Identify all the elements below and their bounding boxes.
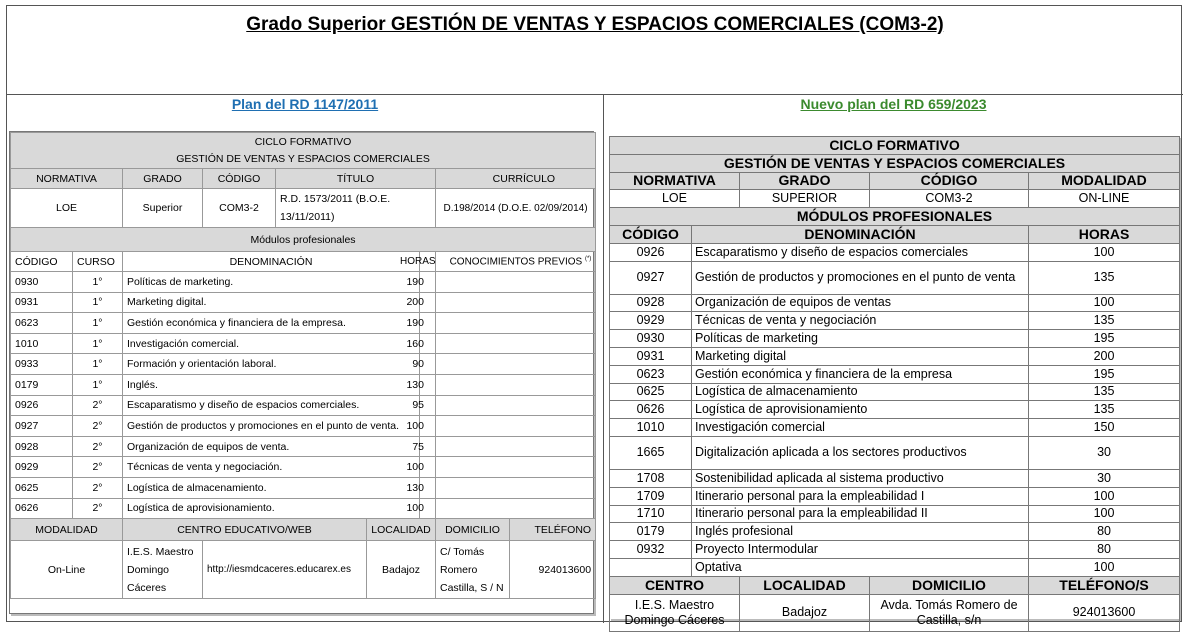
table-row — [11, 498, 596, 519]
module-name: Gestión económica y financiera de la empresa — [692, 365, 1029, 383]
module-code: 0929 — [610, 312, 692, 330]
col-grado: GRADO — [123, 169, 203, 189]
cf-label: CICLO FORMATIVO — [610, 137, 1180, 155]
module-course: 2° — [73, 416, 123, 437]
module-code: 1010 — [610, 419, 692, 437]
module-hours: 90 — [412, 358, 424, 371]
module-course: 2° — [73, 457, 123, 478]
module-name: Itinerario personal para la empleabilidad II — [692, 505, 1029, 523]
module-name: Inglés profesional — [692, 523, 1029, 541]
module-code: 0928 — [11, 436, 73, 457]
mod-col-conocimientos — [400, 252, 596, 272]
module-name: Optativa — [692, 558, 1029, 576]
module-course: 1° — [73, 272, 123, 293]
center-localidad: Badajoz — [367, 541, 436, 599]
module-prev — [406, 374, 596, 395]
module-name: Técnicas de venta y negociación. — [123, 457, 420, 478]
module-code: 0927 — [11, 416, 73, 437]
info-grado: SUPERIOR — [740, 190, 870, 208]
module-hours: 190 — [406, 316, 424, 329]
module-name: Gestión de productos y promociones en el punto de venta. — [123, 416, 420, 437]
module-hours: 100 — [1029, 294, 1180, 312]
info-titulo: R.D. 1573/2011 (B.O.E. 13/11/2011) — [276, 189, 436, 228]
table-row — [610, 401, 1180, 419]
module-name: Técnicas de venta y negociación — [692, 312, 1029, 330]
module-hours: 100 — [406, 419, 424, 432]
table-row — [11, 477, 596, 498]
table-row — [610, 505, 1180, 523]
module-code: 0926 — [11, 395, 73, 416]
table-row — [610, 243, 1180, 261]
table-row — [610, 312, 1180, 330]
col-normativa: NORMATIVA — [11, 169, 123, 189]
table-row — [610, 294, 1180, 312]
table-row — [610, 419, 1180, 437]
module-hours: 190 — [406, 275, 424, 288]
module-course: 2° — [73, 477, 123, 498]
module-name: Gestión de productos y promociones en el punto de venta — [692, 261, 1029, 294]
module-name: Logística de aprovisionamiento. — [123, 498, 420, 519]
module-code: 0626 — [11, 498, 73, 519]
module-code: 0929 — [11, 457, 73, 478]
module-name: Organización de equipos de venta. — [123, 436, 420, 457]
center-domicilio: Avda. Tomás Romero de Castilla, s/n — [870, 594, 1029, 631]
module-code: 0927 — [610, 261, 692, 294]
col-codigo: CÓDIGO — [870, 172, 1029, 190]
info-codigo: COM3-2 — [203, 189, 276, 228]
module-hours: 100 — [406, 461, 424, 474]
module-hours: 195 — [1029, 330, 1180, 348]
module-hours: 200 — [406, 296, 424, 309]
table-row — [11, 395, 596, 416]
center-telefono: 924013600 — [1029, 594, 1180, 631]
module-name: Logística de almacenamiento — [692, 383, 1029, 401]
module-hours: 200 — [1029, 347, 1180, 365]
mod-col-codigo: CÓDIGO — [11, 252, 73, 272]
modulos-label: Módulos profesionales — [11, 228, 596, 252]
table-row — [610, 330, 1180, 348]
module-code: 0623 — [11, 313, 73, 334]
module-hours: 135 — [1029, 312, 1180, 330]
module-hours: 100 — [1029, 505, 1180, 523]
module-course: 2° — [73, 395, 123, 416]
table-row — [11, 457, 596, 478]
mod-col-denominacion: DENOMINACIÓN — [123, 252, 420, 272]
module-code: 0179 — [610, 523, 692, 541]
table-row — [610, 523, 1180, 541]
module-hours: 30 — [1029, 436, 1180, 469]
module-prev — [412, 354, 596, 375]
cf-title: GESTIÓN DE VENTAS Y ESPACIOS COMERCIALES — [610, 154, 1180, 172]
table-row — [610, 261, 1180, 294]
module-hours: 75 — [412, 440, 424, 453]
module-prev — [406, 457, 596, 478]
cf-header — [11, 133, 596, 169]
cf-title: GESTIÓN DE VENTAS Y ESPACIOS COMERCIALES — [176, 152, 430, 165]
module-hours: 130 — [406, 481, 424, 494]
module-code: 1665 — [610, 436, 692, 469]
module-code: 1710 — [610, 505, 692, 523]
module-code: 1708 — [610, 469, 692, 487]
module-name: Políticas de marketing — [692, 330, 1029, 348]
col-telefono: TELÉFONO/S — [1029, 576, 1180, 594]
table-row — [610, 469, 1180, 487]
module-name: Formación y orientación laboral. — [123, 354, 420, 375]
col-modalidad: MODALIDAD — [11, 519, 123, 541]
module-hours: 100 — [1029, 558, 1180, 576]
info-codigo: COM3-2 — [870, 190, 1029, 208]
table-row — [11, 272, 596, 293]
module-code: 0930 — [610, 330, 692, 348]
cf-label: CICLO FORMATIVO — [254, 135, 352, 148]
module-code: 0179 — [11, 374, 73, 395]
center-localidad: Badajoz — [740, 594, 870, 631]
module-code: 0926 — [610, 243, 692, 261]
module-course: 2° — [73, 498, 123, 519]
col-domicilio: DOMICILIO — [436, 519, 510, 541]
modulos-label: MÓDULOS PROFESIONALES — [610, 208, 1180, 226]
module-name: Marketing digital — [692, 347, 1029, 365]
module-prev — [406, 292, 596, 313]
module-course: 1° — [73, 292, 123, 313]
table-row — [610, 347, 1180, 365]
module-code: 1010 — [11, 333, 73, 354]
conocimientos-label: CONOCIMIENTOS PREVIOS — [449, 256, 583, 268]
module-code: 0931 — [11, 292, 73, 313]
table-row — [11, 313, 596, 334]
table-row — [11, 333, 596, 354]
module-hours: 100 — [1029, 487, 1180, 505]
module-hours: 130 — [406, 378, 424, 391]
center-name: I.E.S. Maestro Domingo Cáceres — [610, 594, 740, 631]
module-code: 0933 — [11, 354, 73, 375]
col-domicilio: DOMICILIO — [870, 576, 1029, 594]
module-course: 1° — [73, 313, 123, 334]
module-prev — [412, 395, 596, 416]
module-code: 0930 — [11, 272, 73, 293]
module-code: 1709 — [610, 487, 692, 505]
new-plan-table — [609, 136, 1180, 632]
module-name: Inglés. — [123, 374, 420, 395]
module-code: 0625 — [11, 477, 73, 498]
module-prev — [406, 313, 596, 334]
table-row — [11, 416, 596, 437]
module-prev — [406, 333, 596, 354]
old-plan-heading[interactable]: Plan del RD 1147/2011 — [231, 96, 379, 112]
module-name: Investigación comercial — [692, 419, 1029, 437]
footnote-marker: (*) — [584, 255, 592, 262]
center-domicilio: C/ Tomás Romero Castilla, S / N — [436, 541, 510, 599]
module-hours: 135 — [1029, 383, 1180, 401]
module-code: 0623 — [610, 365, 692, 383]
module-code: 0625 — [610, 383, 692, 401]
module-hours: 160 — [406, 337, 424, 350]
module-prev — [406, 272, 596, 293]
col-grado: GRADO — [740, 172, 870, 190]
module-name: Gestión económica y financiera de la empresa. — [123, 313, 420, 334]
old-plan-table — [10, 132, 596, 599]
module-prev — [412, 436, 596, 457]
table-row — [11, 436, 596, 457]
module-course: 1° — [73, 354, 123, 375]
module-name: Marketing digital. — [123, 292, 420, 313]
module-prev — [406, 477, 596, 498]
table-row — [610, 558, 1180, 576]
col-modalidad: MODALIDAD — [1029, 172, 1180, 190]
new-plan-table-image — [609, 136, 1179, 627]
col-localidad: LOCALIDAD — [367, 519, 436, 541]
page-title: Grado Superior GESTIÓN DE VENTAS Y ESPACIOS COMERCIALES (COM3-2) — [246, 14, 944, 35]
module-prev — [406, 416, 596, 437]
module-name: Escaparatismo y diseño de espacios comerciales — [692, 243, 1029, 261]
module-course: 1° — [73, 333, 123, 354]
info-normativa: LOE — [11, 189, 123, 228]
module-prev — [406, 498, 596, 519]
module-hours: 100 — [406, 502, 424, 515]
mod-col-codigo: CÓDIGO — [610, 225, 692, 243]
module-hours: 30 — [1029, 469, 1180, 487]
module-code: 0626 — [610, 401, 692, 419]
module-code: 0932 — [610, 541, 692, 559]
info-curriculo: D.198/2014 (D.O.E. 02/09/2014) — [436, 189, 596, 228]
module-hours: 80 — [1029, 541, 1180, 559]
col-codigo: CÓDIGO — [203, 169, 276, 189]
divider — [7, 94, 1183, 95]
old-plan-table-image — [9, 131, 594, 614]
info-normativa: LOE — [610, 190, 740, 208]
module-name: Políticas de marketing. — [123, 272, 420, 293]
module-hours: 195 — [1029, 365, 1180, 383]
col-localidad: LOCALIDAD — [740, 576, 870, 594]
module-name: Investigación comercial. — [123, 333, 420, 354]
module-name: Digitalización aplicada a los sectores productivos — [692, 436, 1029, 469]
module-hours: 100 — [1029, 243, 1180, 261]
info-grado: Superior — [123, 189, 203, 228]
center-name: I.E.S. Maestro Domingo Cáceres — [123, 541, 203, 599]
col-centro: CENTRO EDUCATIVO/WEB — [123, 519, 367, 541]
center-modalidad: On-Line — [11, 541, 123, 599]
new-plan-heading[interactable]: Nuevo plan del RD 659/2023 — [800, 96, 987, 112]
module-code: 0931 — [610, 347, 692, 365]
col-centro: CENTRO — [610, 576, 740, 594]
module-name: Sostenibilidad aplicada al sistema productivo — [692, 469, 1029, 487]
col-curriculo: CURRÍCULO — [436, 169, 596, 189]
module-course: 1° — [73, 374, 123, 395]
old-modules-list — [11, 272, 596, 519]
table-row — [11, 292, 596, 313]
table-row — [610, 365, 1180, 383]
table-row — [610, 383, 1180, 401]
table-row — [610, 436, 1180, 469]
module-name: Logística de aprovisionamiento — [692, 401, 1029, 419]
module-course: 2° — [73, 436, 123, 457]
table-row — [610, 541, 1180, 559]
module-code: 0928 — [610, 294, 692, 312]
module-hours: 135 — [1029, 401, 1180, 419]
new-modules-list — [610, 243, 1180, 576]
module-name: Logística de almacenamiento. — [123, 477, 420, 498]
mod-col-horas: HORAS — [1029, 225, 1180, 243]
center-telefono: 924013600 — [510, 541, 596, 599]
mod-col-curso: CURSO — [73, 252, 123, 272]
table-row — [11, 354, 596, 375]
divider — [603, 94, 604, 623]
module-hours: 135 — [1029, 261, 1180, 294]
col-telefono: TELÉFONO — [510, 519, 596, 541]
module-name: Proyecto Intermodular — [692, 541, 1029, 559]
module-hours: 95 — [412, 399, 424, 412]
info-modalidad: ON-LINE — [1029, 190, 1180, 208]
module-hours: 80 — [1029, 523, 1180, 541]
module-code — [610, 558, 692, 576]
center-web[interactable]: http://iesmdcaceres.educarex.es — [203, 541, 367, 599]
table-row — [11, 374, 596, 395]
module-hours: 150 — [1029, 419, 1180, 437]
col-titulo: TÍTULO — [276, 169, 436, 189]
table-row — [610, 487, 1180, 505]
module-name: Organización de equipos de ventas — [692, 294, 1029, 312]
module-name: Itinerario personal para la empleabilidad I — [692, 487, 1029, 505]
module-name: Escaparatismo y diseño de espacios comerciales. — [123, 395, 420, 416]
horas-label: HORAS — [400, 256, 436, 268]
mod-col-denominacion: DENOMINACIÓN — [692, 225, 1029, 243]
col-normativa: NORMATIVA — [610, 172, 740, 190]
